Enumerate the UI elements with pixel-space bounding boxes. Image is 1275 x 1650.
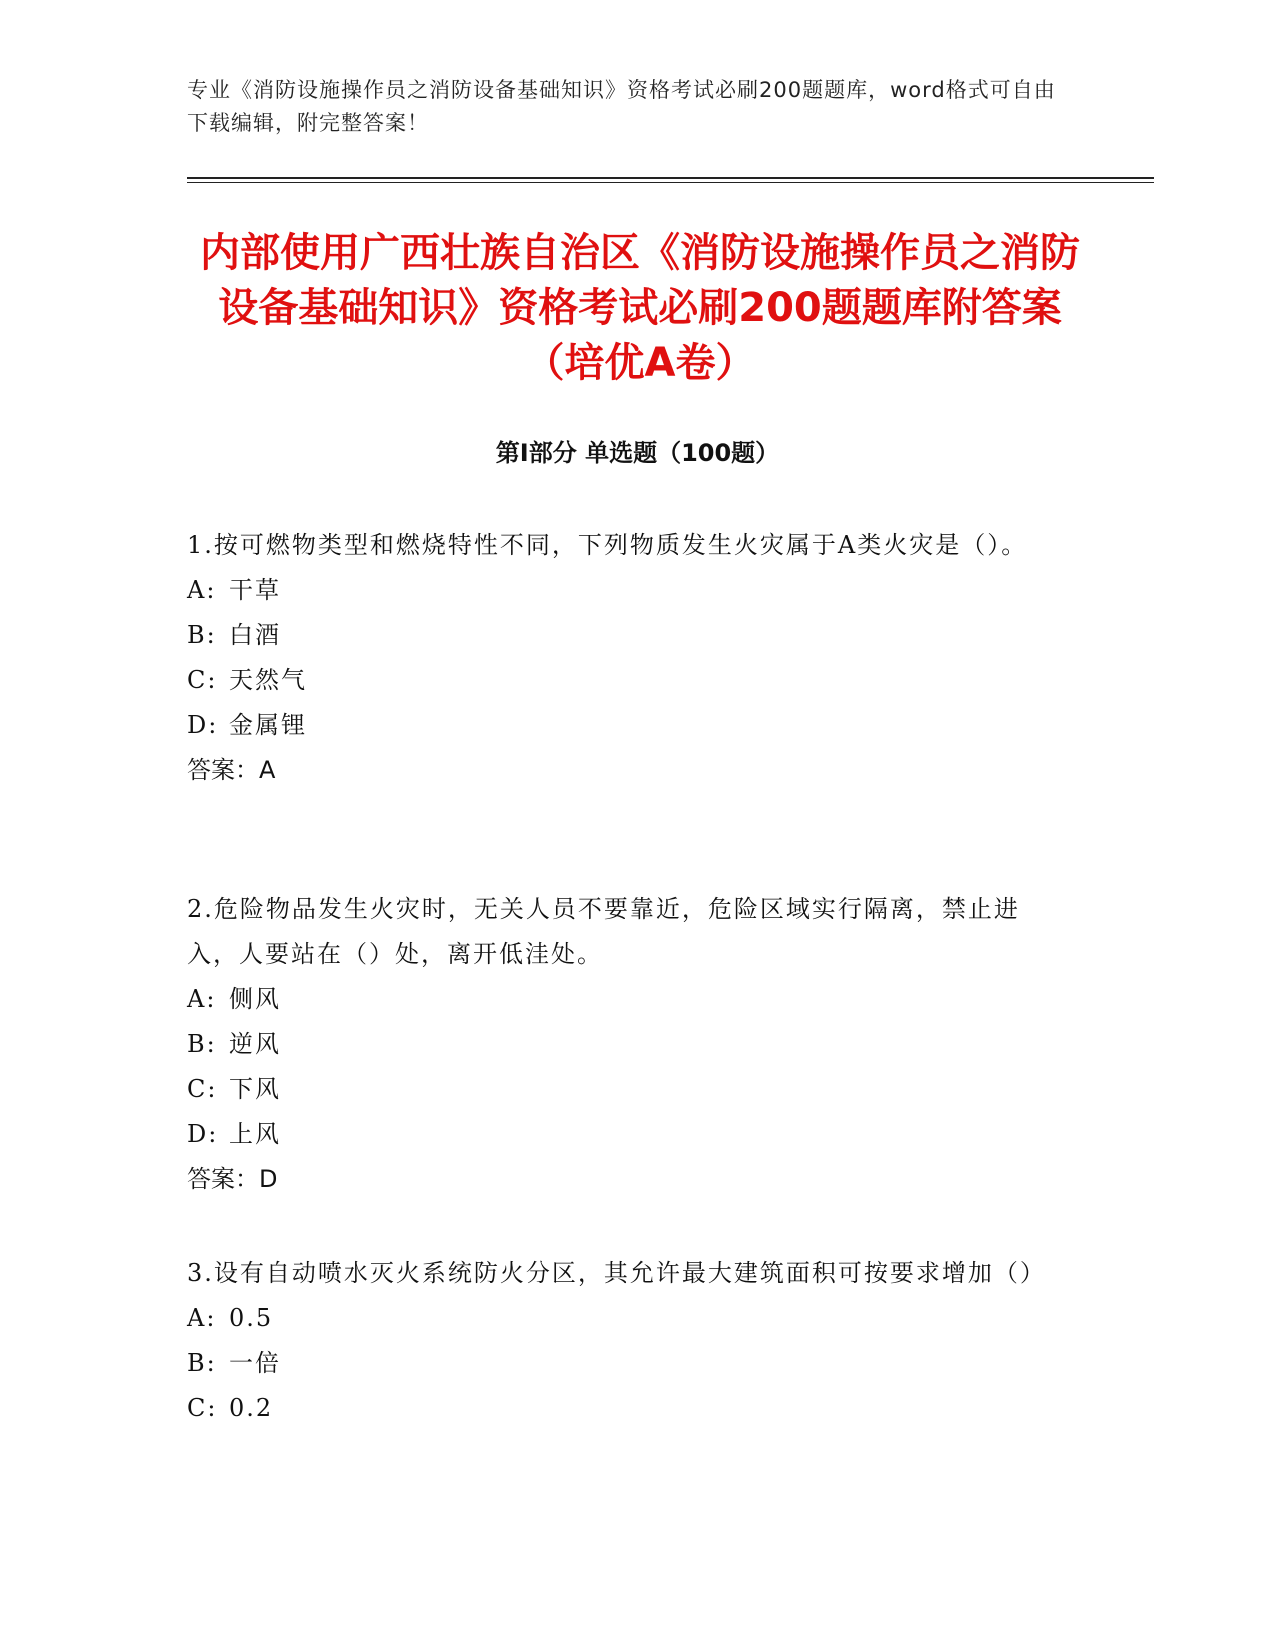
header-divider [187,177,1154,179]
option-c [187,1067,1067,1112]
option-text: 白酒 [229,621,281,649]
option-a [187,1296,1067,1341]
option-b [187,1022,1067,1067]
option-text: 侧风 [229,985,281,1013]
option-text: 干草 [229,576,281,604]
section-title: 第Ⅰ部分 单选题（100题） [495,439,780,467]
option-text: 天然气 [229,666,307,694]
header-divider-thin [187,182,1154,183]
option-key: C: [187,666,218,694]
option-text: 逆风 [229,1030,281,1058]
option-c [187,1386,1067,1431]
question-1 [187,523,1067,793]
option-key: C: [187,1075,218,1103]
option-a [187,977,1067,1022]
option-key: B: [187,621,217,649]
option-text: 0.5 [229,1304,274,1332]
answer: 答案：A [187,756,276,784]
option-key: B: [187,1349,217,1377]
option-key: B: [187,1030,217,1058]
option-a [187,568,1067,613]
option-b [187,613,1067,658]
answer: 答案：D [187,1165,278,1193]
document-title: 内部使用广西壮族自治区《消防设施操作员之消防设备基础知识》资格考试必刷200题题库附答案（培优A卷） [200,230,1080,386]
option-text: 金属锂 [229,711,307,739]
option-text: 上风 [229,1120,281,1148]
option-d [187,1112,1067,1157]
option-text: 下风 [229,1075,281,1103]
option-key: D: [187,711,219,739]
option-d [187,703,1067,748]
header-note: 专业《消防设施操作员之消防设备基础知识》资格考试必刷200题题库，word格式可自由下载编辑，附完整答案！ [187,78,1056,135]
option-c [187,658,1067,703]
option-text: 0.2 [229,1394,274,1422]
question-stem: 2.危险物品发生火灾时，无关人员不要靠近，危险区域实行隔离，禁止进入，人要站在（）处，离开低洼处。 [187,895,1020,968]
option-key: A: [187,985,217,1013]
question-2 [187,887,1067,1202]
option-key: C: [187,1394,218,1422]
option-b [187,1341,1067,1386]
option-key: D: [187,1120,219,1148]
question-stem: 3.设有自动喷水灭火系统防火分区，其允许最大建筑面积可按要求增加（） [187,1259,1046,1287]
option-text: 一倍 [229,1349,281,1377]
option-key: A: [187,576,217,604]
question-stem: 1.按可燃物类型和燃烧特性不同，下列物质发生火灾属于A类火灾是（）。 [187,531,1028,559]
question-3 [187,1251,1067,1431]
option-key: A: [187,1304,217,1332]
